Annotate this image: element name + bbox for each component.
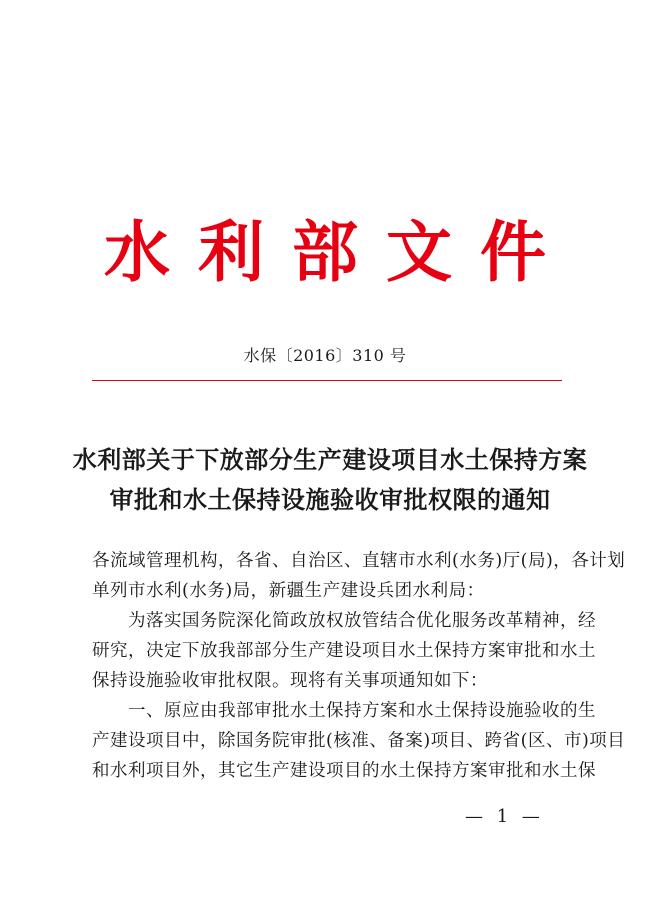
body-line: 产建设项目中，除国务院审批(核准、备案)项目、跨省(区、市)项目 (92, 731, 626, 751)
document-number: 水保〔2016〕310 号 (243, 346, 407, 365)
notice-title (60, 440, 600, 520)
page-number: — 1 — (465, 806, 544, 827)
body-line: 单列市水利(水务)局，新疆生产建设兵团水利局： (92, 581, 485, 601)
body-line: 各流域管理机构，各省、自治区、直辖市水利(水务)厅(局)，各计划 (92, 551, 626, 571)
red-separator-line (92, 380, 562, 381)
body-line: 和水利项目外，其它生产建设项目的水土保持方案审批和水土保 (92, 761, 596, 781)
body-line: 研究，决定下放我部部分生产建设项目水土保持方案审批和水土 (92, 641, 596, 661)
body-line: 一、原应由我部审批水土保持方案和水土保持设施验收的生 (92, 701, 596, 721)
document-header-title: 水利部文件 (104, 213, 574, 291)
body-line: 为落实国务院深化简政放权放管结合优化服务改革精神，经 (92, 611, 596, 631)
body-line: 保持设施验收审批权限。现将有关事项通知如下： (92, 671, 488, 691)
notice-title-line-2: 审批和水土保持设施验收审批权限的通知 (109, 486, 551, 514)
notice-title-line-1: 水利部关于下放部分生产建设项目水土保持方案 (72, 446, 588, 474)
body-text (92, 546, 626, 786)
